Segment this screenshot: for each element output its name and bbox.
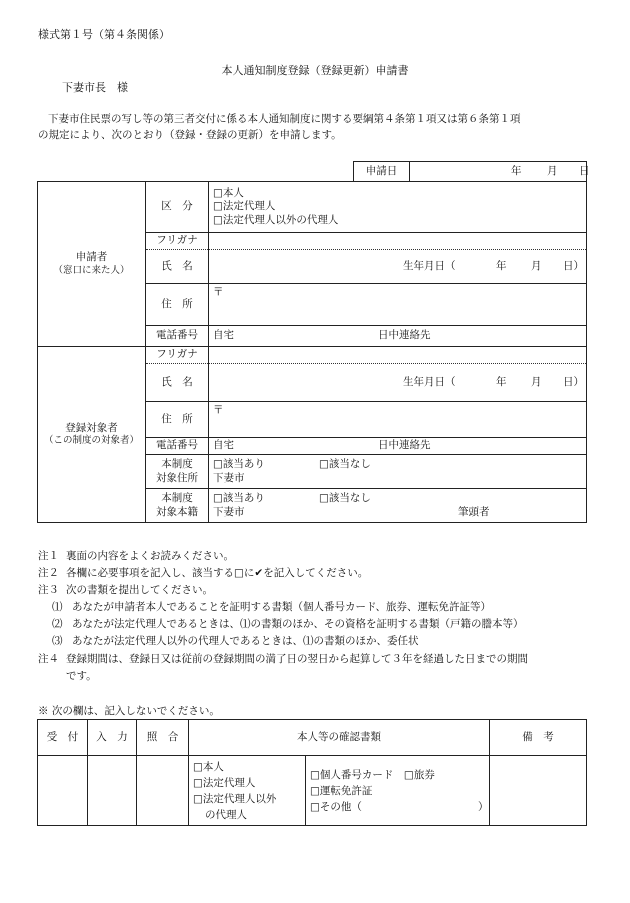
domicile-city: 下妻市 [213, 505, 245, 518]
target-section-label: 登録対象者 （この制度の対象者） [38, 347, 146, 523]
target-birth-label: 生年月日（ [403, 375, 456, 388]
applicant-birth-month: 月 [531, 259, 542, 272]
input-cell [88, 756, 137, 826]
note-3-item-3: ⑶ あなたが法定代理人以外の代理人であるときは、⑴の書類のほか、委任状 [52, 635, 419, 647]
target-residence-options [209, 455, 587, 489]
applicant-furigana-input[interactable] [209, 233, 587, 250]
target-phone-home: 自宅 [213, 439, 234, 451]
target-name-label: 氏 名 [146, 364, 209, 402]
target-domicile-options [209, 489, 587, 523]
note-3-item-2: ⑵ あなたが法定代理人であるときは、⑴の書類のほか、その資格を証明する書類（戸籍の謄本等） [52, 618, 524, 630]
office-table [37, 719, 587, 826]
date-year: 年 [511, 164, 522, 177]
office-person-other-rep-cont: の代理人 [205, 808, 247, 821]
applicant-postal-mark: 〒 [213, 286, 224, 298]
domicile-no-checkbox[interactable]: □該当なし [319, 491, 371, 504]
target-phone-day: 日中連絡先 [378, 439, 431, 451]
main-form-table [37, 181, 587, 523]
target-residence-label: 本制度 対象住所 [146, 455, 209, 489]
col-check: 照 合 [137, 720, 189, 756]
doc-line-3-close: ） [478, 800, 489, 813]
residence-no-checkbox[interactable]: □該当なし [319, 457, 371, 470]
target-furigana-label: フリガナ [146, 347, 209, 364]
doc-line-1: □個人番号カード □旅券 [310, 768, 435, 781]
note-4-cont: です。 [66, 670, 97, 682]
applicant-name-label: 氏 名 [146, 250, 209, 284]
applicant-phone-input[interactable] [209, 326, 587, 347]
doc-line-3: □その他（ [310, 800, 362, 813]
applicant-furigana-label: フリガナ [146, 233, 209, 250]
note-1: 注１ 裏面の内容をよくお読みください。 [38, 550, 234, 562]
applicant-birth-label: 生年月日（ [403, 259, 456, 272]
category-option-other-rep[interactable]: □法定代理人以外の代理人 [213, 213, 339, 226]
target-address-label: 住 所 [146, 402, 209, 438]
applicant-section-label: 申請者 （窓口に来た人） [38, 182, 146, 347]
applicant-phone-label: 電話番号 [146, 326, 209, 347]
target-birth-day: 日） [563, 375, 584, 388]
col-remarks: 備 考 [490, 720, 587, 756]
remarks-cell [490, 756, 587, 826]
target-postal-mark: 〒 [213, 404, 224, 416]
applicant-address-label: 住 所 [146, 284, 209, 326]
target-address-input[interactable] [209, 402, 587, 438]
date-label: 申請日 [354, 162, 410, 182]
target-domicile-label: 本制度 対象本籍 [146, 489, 209, 523]
applicant-birth-year: 年 [496, 259, 507, 272]
target-name-input[interactable] [209, 364, 587, 402]
col-docs: 本人等の確認書類 [189, 720, 490, 756]
col-receipt: 受 付 [38, 720, 88, 756]
doc-line-2: □運転免許証 [310, 784, 373, 797]
category-option-legal-rep[interactable]: □法定代理人 [213, 200, 276, 213]
date-month: 月 [547, 164, 558, 177]
target-phone-label: 電話番号 [146, 438, 209, 455]
date-table [353, 161, 590, 182]
doc-type-cell [306, 756, 490, 826]
applicant-phone-home: 自宅 [213, 329, 234, 341]
receipt-cell [38, 756, 88, 826]
office-person-self: □本人 [193, 760, 224, 773]
category-options [209, 182, 587, 233]
col-input: 入 力 [88, 720, 137, 756]
applicant-address-input[interactable] [209, 284, 587, 326]
office-person-other-rep: □法定代理人以外 [193, 792, 277, 805]
form-number: 様式第１号（第４条関係） [38, 28, 170, 41]
note-3: 注３ 次の書類を提出してください。 [38, 584, 213, 596]
residence-city: 下妻市 [213, 471, 245, 484]
intro-line-1: 下妻市住民票の写し等の第三者交付に係る本人通知制度に関する要綱第４条第１項又は第６条第１項 [48, 113, 521, 125]
office-person-legal-rep: □法定代理人 [193, 776, 256, 789]
target-furigana-input[interactable] [209, 347, 587, 364]
domicile-yes-checkbox[interactable]: □該当あり [213, 491, 265, 504]
note-3-item-1: ⑴ あなたが申請者本人であることを証明する書類（個人番号カード、旅券、運転免許証等） [52, 601, 492, 613]
domicile-head: 筆頭者 [458, 505, 490, 518]
person-type-cell [189, 756, 306, 826]
applicant-phone-day: 日中連絡先 [378, 329, 431, 341]
check-cell [137, 756, 189, 826]
office-caption: ※ 次の欄は、記入しないでください。 [38, 705, 220, 717]
applicant-name-input[interactable] [209, 250, 587, 284]
date-field[interactable] [410, 162, 590, 182]
intro-line-2: の規定により、次のとおり（登録・登録の更新）を申請します。 [38, 129, 342, 141]
category-option-self[interactable]: □本人 [213, 186, 244, 199]
target-birth-year: 年 [496, 375, 507, 388]
category-label: 区 分 [146, 182, 209, 233]
applicant-birth-day: 日） [563, 259, 584, 272]
date-day: 日 [579, 164, 590, 177]
target-birth-month: 月 [531, 375, 542, 388]
form-title: 本人通知制度登録（登録更新）申請書 [221, 64, 409, 77]
addressee: 下妻市長 様 [62, 81, 128, 94]
note-2: 注２ 各欄に必要事項を記入し、該当する□に✔を記入してください。 [38, 567, 369, 579]
residence-yes-checkbox[interactable]: □該当あり [213, 457, 265, 470]
note-4: 注４ 登録期間は、登録日又は従前の登録期間の満了日の翌日から起算して３年を経過した日までの期間 [38, 653, 528, 665]
target-phone-input[interactable] [209, 438, 587, 455]
